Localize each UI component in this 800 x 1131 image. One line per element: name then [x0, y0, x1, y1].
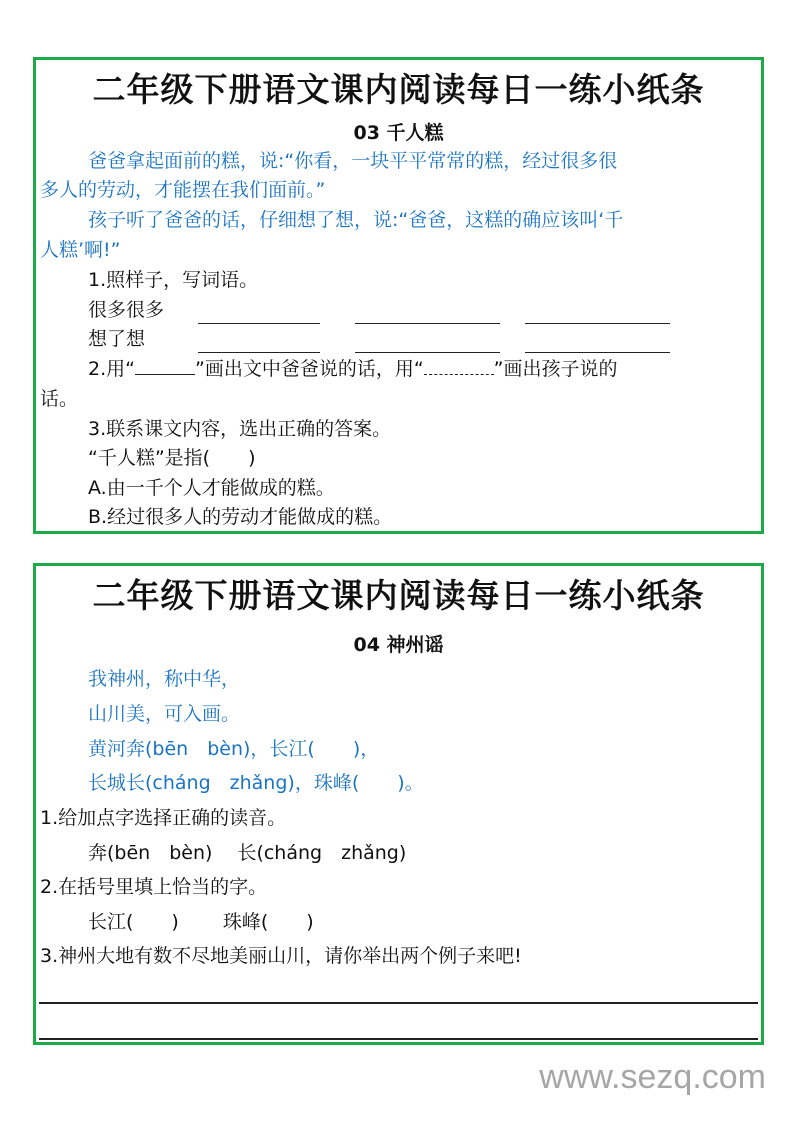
- dashed-underline-sample: [424, 356, 494, 375]
- question-3-prompt: 3.神州大地有数不尽地美丽山川，请你举出两个例子来吧!: [40, 945, 522, 967]
- solid-underline-sample: [135, 356, 195, 375]
- question-1-choices[interactable]: 奔(bēn bèn) 长(cháng zhǎng): [88, 842, 407, 864]
- question-2-part2: ”画出文中爸爸说的话，用“: [194, 358, 424, 380]
- answer-blank[interactable]: [355, 352, 500, 353]
- answer-blank[interactable]: [355, 323, 500, 324]
- poem-line: 长城长(cháng zhǎng)，珠峰( )。: [88, 772, 424, 794]
- example-word: 想了想: [88, 328, 146, 350]
- question-2-continuation: 话。: [40, 388, 79, 410]
- question-1-prompt: 1.照样子，写词语。: [88, 269, 259, 291]
- question-1-prompt: 1.给加点字选择正确的读音。: [40, 807, 287, 829]
- worksheet-title: 二年级下册语文课内阅读每日一练小纸条: [92, 576, 705, 615]
- answer-line[interactable]: [39, 1038, 758, 1040]
- option-a[interactable]: A.由一千个人才能做成的糕。: [88, 477, 335, 499]
- lesson-title: 03 千人糕: [353, 122, 444, 144]
- question-2-part3: ”画出孩子说的: [493, 358, 618, 380]
- answer-blank[interactable]: [525, 323, 670, 324]
- worksheet-title: 二年级下册语文课内阅读每日一练小纸条: [92, 70, 705, 109]
- worksheet-card-03: [33, 57, 764, 534]
- question-3-stem: “千人糕”是指( ): [88, 447, 256, 469]
- watermark: www.sezq.com: [539, 1058, 766, 1096]
- answer-blank[interactable]: [198, 323, 320, 324]
- passage-line: 孩子听了爸爸的话，仔细想了想，说:“爸爸，这糕的确应该叫‘千: [88, 209, 624, 231]
- answer-line[interactable]: [39, 1002, 758, 1004]
- question-3-prompt: 3.联系课文内容，选出正确的答案。: [88, 418, 392, 440]
- worksheet-card-04: [33, 563, 764, 1045]
- question-2-prompt: 2.在括号里填上恰当的字。: [40, 876, 268, 898]
- option-b[interactable]: B.经过很多人的劳动才能做成的糕。: [88, 506, 393, 528]
- example-word: 很多很多: [88, 299, 165, 321]
- question-2-part1: 2.用“: [88, 358, 135, 380]
- question-2-blanks[interactable]: 长江( ) 珠峰( ): [88, 911, 314, 933]
- answer-blank[interactable]: [525, 352, 670, 353]
- answer-blank[interactable]: [198, 352, 320, 353]
- passage-line: 多人的劳动，才能摆在我们面前。”: [40, 179, 326, 201]
- poem-line: 黄河奔(bēn bèn)，长江( )，: [88, 738, 380, 760]
- lesson-title: 04 神州谣: [353, 634, 444, 656]
- poem-line: 山川美，可入画。: [88, 703, 241, 725]
- passage-line: 爸爸拿起面前的糕，说:“你看，一块平平常常的糕，经过很多很: [88, 150, 618, 172]
- passage-line: 人糕’啊!”: [40, 239, 121, 261]
- question-2-line: [88, 356, 618, 382]
- poem-line: 我神州，称中华，: [88, 668, 241, 690]
